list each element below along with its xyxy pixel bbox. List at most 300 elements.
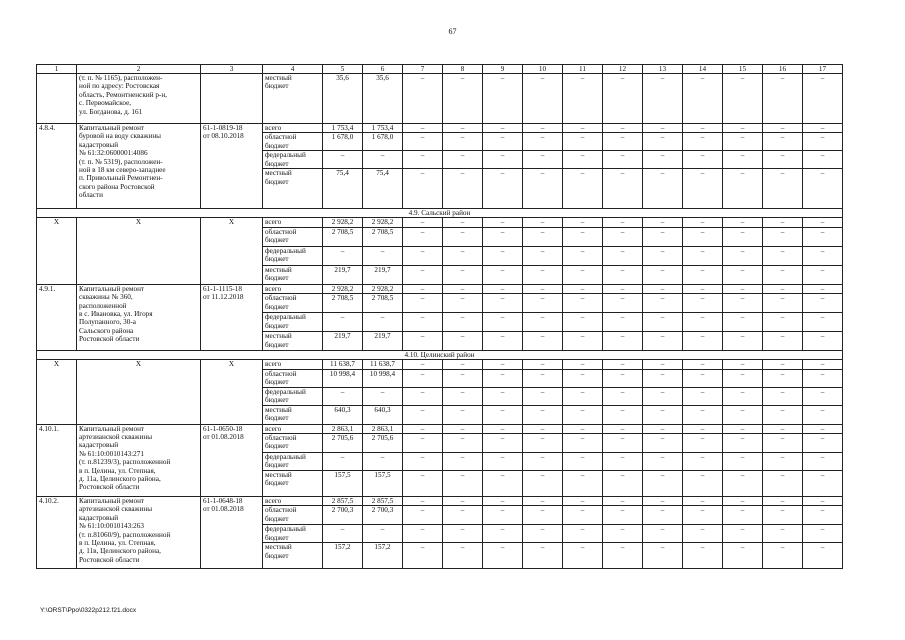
value-cell: – bbox=[763, 525, 803, 543]
amount-cell: 2 705,6 bbox=[323, 434, 363, 453]
amount-cell: 2 928,2 bbox=[323, 218, 363, 227]
value-cell: – bbox=[683, 133, 723, 151]
value-cell: – bbox=[723, 169, 763, 209]
value-cell: – bbox=[443, 387, 483, 405]
value-cell: – bbox=[483, 360, 523, 369]
table-row bbox=[37, 424, 843, 433]
value-cell: – bbox=[643, 497, 683, 506]
value-cell: – bbox=[443, 151, 483, 169]
value-cell: – bbox=[763, 405, 803, 424]
object-name: Капитальный ремонт скважины № 360, расположенной в с. Ивановка, ул. Игоря Полупанного, 30-а Сальского района Ростовской области bbox=[77, 284, 201, 350]
value-cell: – bbox=[643, 265, 683, 284]
value-cell: – bbox=[603, 133, 643, 151]
column-number: 12 bbox=[603, 65, 643, 74]
value-cell: – bbox=[523, 497, 563, 506]
value-cell: – bbox=[683, 405, 723, 424]
value-cell: – bbox=[443, 294, 483, 313]
value-cell: – bbox=[683, 74, 723, 124]
value-cell: – bbox=[803, 313, 843, 332]
value-cell: – bbox=[403, 525, 443, 543]
value-cell: – bbox=[763, 332, 803, 351]
amount-cell: 35,6 bbox=[323, 74, 363, 124]
value-cell: – bbox=[603, 169, 643, 209]
value-cell: – bbox=[643, 218, 683, 227]
value-cell: – bbox=[483, 506, 523, 525]
item-number: 4.10.1. bbox=[37, 424, 77, 496]
value-cell: – bbox=[563, 294, 603, 313]
value-cell: – bbox=[643, 525, 683, 543]
object-name: Капитальный ремонт буровой на воду скважины кадастровый № 61:32:0600001:4086 (т. п. № 5319), расположен- ной в 18 км северо-западнее п. Привольный Ремонтнен- ского района Ростовской области bbox=[77, 124, 201, 209]
value-cell: – bbox=[603, 151, 643, 169]
value-cell: – bbox=[563, 284, 603, 293]
value-cell: – bbox=[563, 387, 603, 405]
value-cell: – bbox=[443, 506, 483, 525]
value-cell: – bbox=[763, 471, 803, 497]
value-cell: – bbox=[483, 313, 523, 332]
value-cell: – bbox=[603, 387, 643, 405]
value-cell: – bbox=[483, 434, 523, 453]
value-cell: – bbox=[443, 265, 483, 284]
table-row bbox=[37, 218, 843, 227]
value-cell: – bbox=[603, 294, 643, 313]
value-cell: – bbox=[683, 434, 723, 453]
value-cell: – bbox=[803, 424, 843, 433]
value-cell: – bbox=[483, 525, 523, 543]
amount-cell: 2 700,3 bbox=[363, 506, 403, 525]
amount-cell: 2 708,5 bbox=[363, 294, 403, 313]
value-cell: – bbox=[443, 543, 483, 569]
value-cell: – bbox=[563, 124, 603, 133]
value-cell: – bbox=[803, 497, 843, 506]
value-cell: – bbox=[683, 218, 723, 227]
funding-source: местный бюджет bbox=[263, 169, 323, 209]
column-number: 11 bbox=[563, 65, 603, 74]
value-cell: – bbox=[683, 543, 723, 569]
value-cell: – bbox=[523, 218, 563, 227]
value-cell: – bbox=[603, 525, 643, 543]
amount-cell: – bbox=[363, 453, 403, 471]
value-cell: – bbox=[723, 332, 763, 351]
amount-cell: 219,7 bbox=[363, 265, 403, 284]
column-number: 2 bbox=[77, 65, 201, 74]
value-cell: – bbox=[803, 265, 843, 284]
table-body bbox=[37, 65, 843, 569]
amount-cell: – bbox=[363, 246, 403, 265]
value-cell: – bbox=[803, 369, 843, 387]
amount-cell: – bbox=[363, 525, 403, 543]
funding-source: областной бюджет bbox=[263, 369, 323, 387]
value-cell: – bbox=[603, 332, 643, 351]
value-cell: – bbox=[443, 74, 483, 124]
amount-cell: 2 928,2 bbox=[363, 218, 403, 227]
value-cell: – bbox=[683, 471, 723, 497]
value-cell: – bbox=[523, 506, 563, 525]
amount-cell: 75,4 bbox=[323, 169, 363, 209]
value-cell: – bbox=[763, 246, 803, 265]
column-number: 3 bbox=[201, 65, 263, 74]
object-name: Капитальный ремонт артезианской скважины кадастровый № 61:10:0010143:271 (т. п.81239/3), расположенной в п. Целина, ул. Степная, д. 11а, Целинского района, Ростовской области bbox=[77, 424, 201, 496]
value-cell: – bbox=[483, 405, 523, 424]
page-number: 67 bbox=[448, 27, 457, 36]
funding-source: местный бюджет bbox=[263, 265, 323, 284]
value-cell: – bbox=[643, 151, 683, 169]
item-number bbox=[37, 74, 77, 124]
value-cell: – bbox=[803, 405, 843, 424]
item-number: Х bbox=[37, 218, 77, 284]
value-cell: – bbox=[803, 471, 843, 497]
amount-cell: – bbox=[323, 313, 363, 332]
value-cell: – bbox=[483, 294, 523, 313]
table-row bbox=[37, 74, 843, 124]
column-number: 16 bbox=[763, 65, 803, 74]
value-cell: – bbox=[603, 265, 643, 284]
value-cell: – bbox=[803, 169, 843, 209]
value-cell: – bbox=[443, 124, 483, 133]
item-number: 4.9.1. bbox=[37, 284, 77, 350]
funding-source: федеральный бюджет bbox=[263, 151, 323, 169]
value-cell: – bbox=[723, 506, 763, 525]
column-number: 7 bbox=[403, 65, 443, 74]
value-cell: – bbox=[763, 434, 803, 453]
amount-cell: 2 928,2 bbox=[323, 284, 363, 293]
value-cell: – bbox=[803, 227, 843, 246]
value-cell: – bbox=[443, 471, 483, 497]
value-cell: – bbox=[683, 506, 723, 525]
value-cell: – bbox=[723, 471, 763, 497]
value-cell: – bbox=[763, 543, 803, 569]
column-number: 8 bbox=[443, 65, 483, 74]
amount-cell: – bbox=[363, 387, 403, 405]
value-cell: – bbox=[643, 387, 683, 405]
value-cell: – bbox=[683, 332, 723, 351]
funding-source: федеральный бюджет bbox=[263, 246, 323, 265]
value-cell: – bbox=[763, 360, 803, 369]
value-cell: – bbox=[563, 169, 603, 209]
value-cell: – bbox=[403, 424, 443, 433]
value-cell: – bbox=[403, 506, 443, 525]
value-cell: – bbox=[803, 387, 843, 405]
funding-source: областной бюджет bbox=[263, 227, 323, 246]
value-cell: – bbox=[523, 151, 563, 169]
value-cell: – bbox=[443, 360, 483, 369]
value-cell: – bbox=[763, 227, 803, 246]
value-cell: – bbox=[603, 218, 643, 227]
value-cell: – bbox=[563, 525, 603, 543]
funding-source: федеральный бюджет bbox=[263, 453, 323, 471]
value-cell: – bbox=[443, 497, 483, 506]
amount-cell: 219,7 bbox=[323, 265, 363, 284]
value-cell: – bbox=[443, 169, 483, 209]
funding-source: федеральный бюджет bbox=[263, 313, 323, 332]
amount-cell: 1 753,4 bbox=[323, 124, 363, 133]
value-cell: – bbox=[403, 265, 443, 284]
value-cell: – bbox=[443, 227, 483, 246]
amount-cell: 2 708,5 bbox=[363, 227, 403, 246]
value-cell: – bbox=[603, 543, 643, 569]
value-cell: – bbox=[563, 151, 603, 169]
value-cell: – bbox=[443, 332, 483, 351]
value-cell: – bbox=[643, 471, 683, 497]
funding-source: местный бюджет bbox=[263, 332, 323, 351]
value-cell: – bbox=[403, 227, 443, 246]
funding-source: областной бюджет bbox=[263, 434, 323, 453]
value-cell: – bbox=[603, 360, 643, 369]
value-cell: – bbox=[723, 218, 763, 227]
value-cell: – bbox=[523, 360, 563, 369]
funding-source: федеральный бюджет bbox=[263, 525, 323, 543]
value-cell: – bbox=[803, 453, 843, 471]
funding-source: всего bbox=[263, 497, 323, 506]
value-cell: – bbox=[403, 434, 443, 453]
value-cell: – bbox=[683, 525, 723, 543]
value-cell: – bbox=[523, 332, 563, 351]
value-cell: – bbox=[723, 424, 763, 433]
value-cell: – bbox=[763, 284, 803, 293]
value-cell: – bbox=[723, 525, 763, 543]
value-cell: – bbox=[603, 497, 643, 506]
value-cell: – bbox=[803, 74, 843, 124]
value-cell: – bbox=[723, 227, 763, 246]
value-cell: – bbox=[683, 284, 723, 293]
value-cell: – bbox=[643, 246, 683, 265]
value-cell: – bbox=[763, 453, 803, 471]
value-cell: – bbox=[563, 133, 603, 151]
section-title: 4.9. Сальский район bbox=[37, 209, 843, 218]
amount-cell: 640,3 bbox=[323, 405, 363, 424]
amount-cell: – bbox=[363, 151, 403, 169]
amount-cell: 75,4 bbox=[363, 169, 403, 209]
object-name: (т. п. № 1165), расположен- ной по адресу: Ростовская область, Ремонтненский р-н, с. Первомайское, ул. Богданова, д. 161 bbox=[77, 74, 201, 124]
amount-cell: 1 753,4 bbox=[363, 124, 403, 133]
value-cell: – bbox=[643, 369, 683, 387]
value-cell: – bbox=[683, 246, 723, 265]
value-cell: – bbox=[603, 453, 643, 471]
amount-cell: 10 998,4 bbox=[323, 369, 363, 387]
amount-cell: 2 863,1 bbox=[363, 424, 403, 433]
value-cell: – bbox=[803, 294, 843, 313]
value-cell: – bbox=[723, 265, 763, 284]
value-cell: – bbox=[523, 265, 563, 284]
value-cell: – bbox=[803, 332, 843, 351]
value-cell: – bbox=[483, 369, 523, 387]
value-cell: – bbox=[483, 471, 523, 497]
value-cell: – bbox=[803, 151, 843, 169]
value-cell: – bbox=[443, 405, 483, 424]
object-name: Капитальный ремонт артезианской скважины кадастровый № 61:10:0010143:263 (т. п.81060/9), расположенной в п. Целина, ул. Степная, д. 11в, Целинского района, Ростовской области bbox=[77, 497, 201, 569]
value-cell: – bbox=[523, 246, 563, 265]
value-cell: – bbox=[483, 124, 523, 133]
value-cell: – bbox=[403, 218, 443, 227]
value-cell: – bbox=[403, 284, 443, 293]
value-cell: – bbox=[483, 424, 523, 433]
amount-cell: 2 857,5 bbox=[363, 497, 403, 506]
value-cell: – bbox=[563, 497, 603, 506]
value-cell: – bbox=[763, 313, 803, 332]
file-path-footer: Y:\ORST\Ppo\0322p212.f21.docx bbox=[40, 607, 137, 614]
column-number: 10 bbox=[523, 65, 563, 74]
value-cell: – bbox=[443, 133, 483, 151]
value-cell: – bbox=[563, 227, 603, 246]
value-cell: – bbox=[563, 332, 603, 351]
value-cell: – bbox=[443, 434, 483, 453]
value-cell: – bbox=[563, 434, 603, 453]
value-cell: – bbox=[763, 218, 803, 227]
value-cell: – bbox=[483, 218, 523, 227]
value-cell: – bbox=[803, 218, 843, 227]
value-cell: – bbox=[443, 313, 483, 332]
value-cell: – bbox=[403, 471, 443, 497]
value-cell: – bbox=[603, 284, 643, 293]
funding-source: федеральный бюджет bbox=[263, 387, 323, 405]
value-cell: – bbox=[403, 543, 443, 569]
value-cell: – bbox=[443, 424, 483, 433]
funding-source: всего bbox=[263, 360, 323, 369]
amount-cell: – bbox=[323, 453, 363, 471]
value-cell: – bbox=[523, 133, 563, 151]
amount-cell: – bbox=[323, 387, 363, 405]
value-cell: – bbox=[643, 313, 683, 332]
table-row bbox=[37, 284, 843, 293]
value-cell: – bbox=[483, 387, 523, 405]
value-cell: – bbox=[563, 471, 603, 497]
value-cell: – bbox=[483, 246, 523, 265]
item-number: 4.10.2. bbox=[37, 497, 77, 569]
value-cell: – bbox=[603, 506, 643, 525]
value-cell: – bbox=[763, 74, 803, 124]
value-cell: – bbox=[803, 133, 843, 151]
amount-cell: 1 678,0 bbox=[323, 133, 363, 151]
value-cell: – bbox=[563, 360, 603, 369]
value-cell: – bbox=[763, 369, 803, 387]
contract-number: 61-1-0648-18 от 01.08.2018 bbox=[201, 497, 263, 569]
amount-cell: 10 998,4 bbox=[363, 369, 403, 387]
funding-source: местный бюджет bbox=[263, 471, 323, 497]
amount-cell: 2 857,5 bbox=[323, 497, 363, 506]
value-cell: – bbox=[443, 246, 483, 265]
value-cell: – bbox=[403, 313, 443, 332]
funding-source: областной бюджет bbox=[263, 133, 323, 151]
amount-cell: 2 700,3 bbox=[323, 506, 363, 525]
value-cell: – bbox=[763, 151, 803, 169]
amount-cell: 2 708,5 bbox=[323, 227, 363, 246]
table-row bbox=[37, 360, 843, 369]
funding-source: местный бюджет bbox=[263, 543, 323, 569]
object-name: Х bbox=[77, 218, 201, 284]
value-cell: – bbox=[683, 294, 723, 313]
value-cell: – bbox=[403, 246, 443, 265]
value-cell: – bbox=[723, 387, 763, 405]
value-cell: – bbox=[603, 369, 643, 387]
value-cell: – bbox=[643, 453, 683, 471]
funding-source: всего bbox=[263, 218, 323, 227]
value-cell: – bbox=[563, 265, 603, 284]
value-cell: – bbox=[483, 74, 523, 124]
value-cell: – bbox=[523, 369, 563, 387]
contract-number: 61-1-0650-18 от 01.08.2018 bbox=[201, 424, 263, 496]
value-cell: – bbox=[483, 332, 523, 351]
value-cell: – bbox=[403, 453, 443, 471]
value-cell: – bbox=[443, 369, 483, 387]
section-heading-row bbox=[37, 351, 843, 360]
value-cell: – bbox=[523, 453, 563, 471]
value-cell: – bbox=[683, 265, 723, 284]
value-cell: – bbox=[683, 169, 723, 209]
value-cell: – bbox=[643, 405, 683, 424]
value-cell: – bbox=[603, 246, 643, 265]
value-cell: – bbox=[403, 360, 443, 369]
value-cell: – bbox=[523, 471, 563, 497]
value-cell: – bbox=[563, 424, 603, 433]
value-cell: – bbox=[483, 265, 523, 284]
value-cell: – bbox=[683, 360, 723, 369]
value-cell: – bbox=[763, 506, 803, 525]
value-cell: – bbox=[523, 525, 563, 543]
value-cell: – bbox=[523, 387, 563, 405]
amount-cell: 157,2 bbox=[363, 543, 403, 569]
value-cell: – bbox=[603, 471, 643, 497]
value-cell: – bbox=[683, 369, 723, 387]
value-cell: – bbox=[403, 332, 443, 351]
value-cell: – bbox=[403, 294, 443, 313]
amount-cell: – bbox=[323, 246, 363, 265]
value-cell: – bbox=[603, 405, 643, 424]
value-cell: – bbox=[763, 265, 803, 284]
value-cell: – bbox=[723, 453, 763, 471]
value-cell: – bbox=[723, 313, 763, 332]
value-cell: – bbox=[563, 369, 603, 387]
value-cell: – bbox=[403, 124, 443, 133]
column-number: 14 bbox=[683, 65, 723, 74]
value-cell: – bbox=[683, 313, 723, 332]
contract-number: Х bbox=[201, 360, 263, 424]
value-cell: – bbox=[723, 360, 763, 369]
funding-source: областной бюджет bbox=[263, 294, 323, 313]
value-cell: – bbox=[643, 360, 683, 369]
value-cell: – bbox=[523, 124, 563, 133]
value-cell: – bbox=[723, 151, 763, 169]
value-cell: – bbox=[643, 506, 683, 525]
column-number: 1 bbox=[37, 65, 77, 74]
value-cell: – bbox=[603, 227, 643, 246]
amount-cell: – bbox=[363, 313, 403, 332]
value-cell: – bbox=[443, 525, 483, 543]
amount-cell: 2 705,6 bbox=[363, 434, 403, 453]
value-cell: – bbox=[403, 169, 443, 209]
value-cell: – bbox=[723, 405, 763, 424]
object-name: Х bbox=[77, 360, 201, 424]
value-cell: – bbox=[563, 218, 603, 227]
column-number: 6 bbox=[363, 65, 403, 74]
amount-cell: 157,5 bbox=[363, 471, 403, 497]
value-cell: – bbox=[523, 169, 563, 209]
value-cell: – bbox=[723, 284, 763, 293]
value-cell: – bbox=[763, 169, 803, 209]
amount-cell: 2 928,2 bbox=[363, 284, 403, 293]
value-cell: – bbox=[523, 284, 563, 293]
value-cell: – bbox=[723, 246, 763, 265]
value-cell: – bbox=[523, 543, 563, 569]
amount-cell: – bbox=[323, 151, 363, 169]
value-cell: – bbox=[643, 169, 683, 209]
value-cell: – bbox=[723, 434, 763, 453]
funding-source: всего bbox=[263, 424, 323, 433]
value-cell: – bbox=[643, 284, 683, 293]
value-cell: – bbox=[803, 506, 843, 525]
column-number: 15 bbox=[723, 65, 763, 74]
amount-cell: – bbox=[323, 525, 363, 543]
value-cell: – bbox=[403, 369, 443, 387]
value-cell: – bbox=[523, 74, 563, 124]
